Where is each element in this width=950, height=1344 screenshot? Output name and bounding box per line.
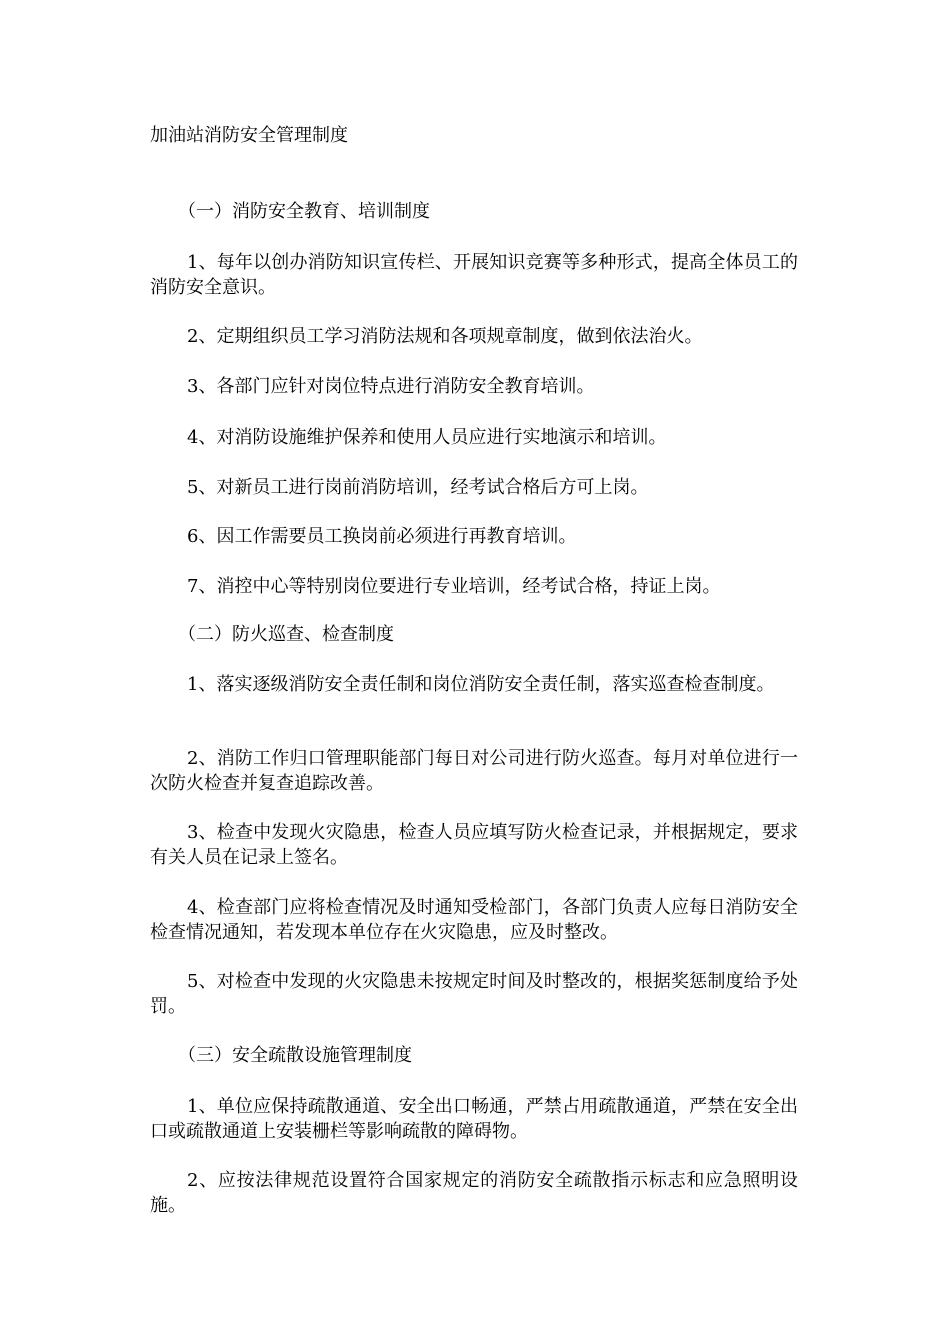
paragraph-1-2: 2、定期组织员工学习消防法规和各项规章制度，做到依法治火。 (187, 326, 703, 347)
paragraph-1-5: 5、对新员工进行岗前消防培训，经考试合格后方可上岗。 (187, 477, 649, 498)
section-heading-2: （二）防火巡查、检查制度 (178, 624, 394, 645)
paragraph-1-3: 3、各部门应针对岗位特点进行消防安全教育培训。 (187, 376, 595, 397)
paragraph-1-4: 4、对消防设施维护保养和使用人员应进行实地演示和培训。 (187, 427, 667, 448)
paragraph-3-1: 1、单位应保持疏散通道、安全出口畅通，严禁占用疏散通道，严禁在安全出口或疏散通道上安装栅栏等影响疏散的障碍物。 (150, 1096, 798, 1142)
paragraph-2-3: 3、检查中发现火灾隐患，检查人员应填写防火检查记录，并根据规定，要求有关人员在记录上签名。 (150, 822, 798, 868)
paragraph-2-2: 2、消防工作归口管理职能部门每日对公司进行防火巡查。每月对单位进行一次防火检查并复查追踪改善。 (150, 748, 798, 794)
document-title: 加油站消防安全管理制度 (150, 125, 348, 146)
paragraph-2-4: 4、检查部门应将检查情况及时通知受检部门，各部门负责人应每日消防安全检查情况通知，若发现本单位存在火灾隐患，应及时整改。 (150, 897, 798, 943)
section-heading-3: （三）安全疏散设施管理制度 (178, 1045, 412, 1066)
paragraph-2-5: 5、对检查中发现的火灾隐患未按规定时间及时整改的，根据奖惩制度给予处罚。 (150, 971, 798, 1017)
paragraph-1-7: 7、消控中心等特别岗位要进行专业培训，经考试合格，持证上岗。 (187, 576, 721, 597)
section-heading-1: （一）消防安全教育、培训制度 (178, 201, 430, 222)
paragraph-3-2: 2、应按法律规范设置符合国家规定的消防安全疏散指示标志和应急照明设施。 (150, 1170, 798, 1216)
paragraph-1-1: 1、每年以创办消防知识宣传栏、开展知识竞赛等多种形式，提高全体员工的消防安全意识。 (150, 252, 798, 298)
paragraph-2-1: 1、落实逐级消防安全责任制和岗位消防安全责任制，落实巡查检查制度。 (187, 674, 775, 695)
paragraph-1-6: 6、因工作需要员工换岗前必须进行再教育培训。 (187, 526, 577, 547)
